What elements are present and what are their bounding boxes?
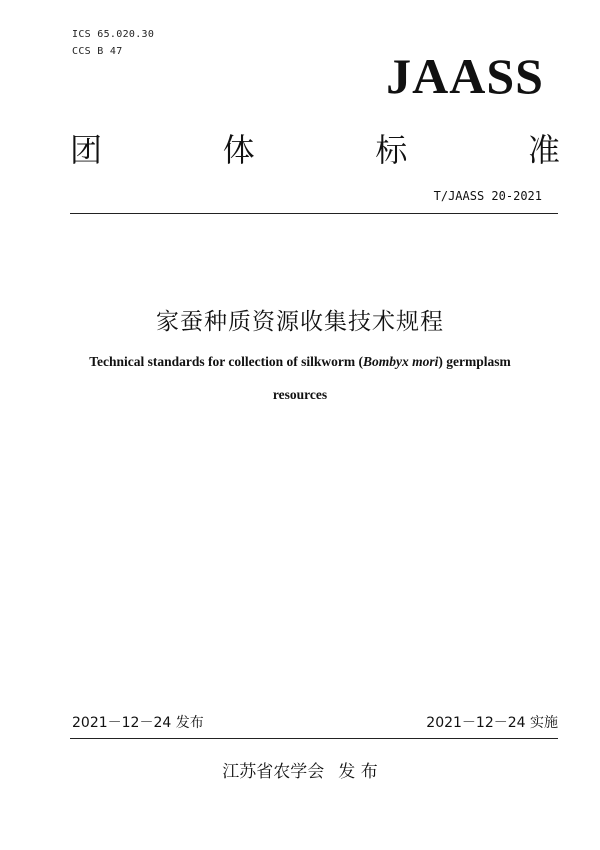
- standard-type-char-2: 体: [222, 131, 255, 169]
- standard-type-heading: [70, 130, 560, 170]
- title-chinese: 家蚕种质资源收集技术规程: [156, 309, 444, 335]
- title-english-prefix: Technical standards for collection of silkworm (: [89, 354, 363, 369]
- publisher-action: 发 布: [338, 762, 378, 782]
- title-english-suffix: ) germplasm: [438, 354, 511, 369]
- jaass-logo: JAASS: [386, 48, 544, 104]
- standard-type-char-3: 标: [375, 131, 408, 169]
- issue-date: 2021－12－24 发布: [72, 715, 204, 731]
- standard-code: T/JAASS 20-2021: [433, 189, 542, 203]
- ccs-code: CCS B 47: [72, 46, 123, 57]
- standard-type-char-1: 团: [70, 131, 103, 169]
- publisher-name: 江苏省农学会: [222, 762, 325, 782]
- title-english-line-1: [0, 352, 600, 372]
- top-divider: [70, 213, 558, 214]
- ics-code: ICS 65.020.30: [72, 29, 155, 40]
- standard-type-char-4: 准: [527, 131, 560, 169]
- publisher-line: [0, 760, 600, 784]
- implementation-date: 2021－12－24 实施: [426, 715, 558, 731]
- title-english-line-2: resources: [272, 387, 328, 402]
- bottom-divider: [70, 738, 558, 739]
- title-english-species: Bombyx mori: [363, 354, 439, 369]
